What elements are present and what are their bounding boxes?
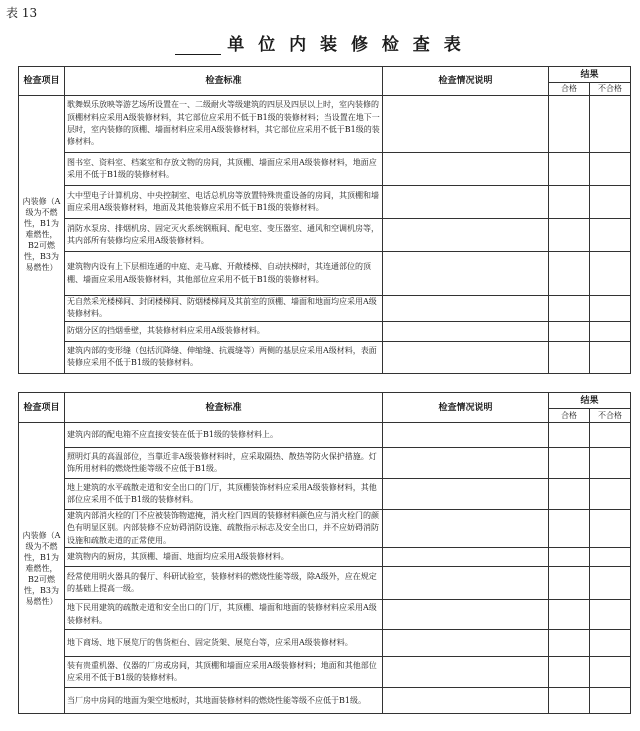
header-result: 结果: [549, 393, 631, 409]
title-text: 单 位 内 装 修 检 查 表: [227, 35, 465, 55]
header-item: 检查项目: [19, 393, 65, 423]
table-row: [19, 600, 631, 630]
fail-cell[interactable]: [590, 448, 631, 479]
pass-cell[interactable]: [549, 96, 590, 153]
pass-cell[interactable]: [549, 479, 590, 510]
description-cell[interactable]: [383, 296, 549, 322]
criterion-text: 建筑物内的厨房，其顶棚、墙面、地面均应采用A级装修材料。: [65, 548, 383, 567]
pass-cell[interactable]: [549, 688, 590, 714]
criterion-text: 歌舞娱乐放映等游艺场所设置在一、二级耐火等级建筑的四层及四层以上时，室内装修的顶棚材料应采用A级装修材料，其它部位应采用不低于B1级的装修材料；当设置在地下一层时，室内装修的顶棚、墙面材料应采用A级装修材料，其它部位应采用不低于B1级的装修材料。: [65, 96, 383, 153]
header-item: 检查项目: [19, 67, 65, 96]
table-row: [19, 186, 631, 219]
description-cell[interactable]: [383, 600, 549, 630]
header-pass: 合格: [549, 409, 590, 423]
fail-cell[interactable]: [590, 567, 631, 600]
description-cell[interactable]: [383, 219, 549, 252]
table-row: [19, 321, 631, 341]
table-row: [19, 548, 631, 567]
criterion-text: 建筑内部的变形缝（包括沉降缝、伸缩缝、抗震缝等）两侧的基层应采用A级材料，表面装修应采用不低于B1级的装修材料。: [65, 341, 383, 373]
fail-cell[interactable]: [590, 321, 631, 341]
description-cell[interactable]: [383, 341, 549, 373]
description-cell[interactable]: [383, 548, 549, 567]
table-row: [19, 688, 631, 714]
criterion-text: 无自然采光楼梯间、封闭楼梯间、防烟楼梯间及其前室的顶棚、墙面和地面均应采用A级装修材料。: [65, 296, 383, 322]
pass-cell[interactable]: [549, 448, 590, 479]
table-row: [19, 252, 631, 296]
header-pass: 合格: [549, 83, 590, 96]
inspection-table-part-2: [18, 392, 631, 714]
criterion-text: 当厂房中房间的地面为架空地板时，其地面装修材料的燃烧性能等级不应低于B1级。: [65, 688, 383, 714]
fail-cell[interactable]: [590, 510, 631, 548]
description-cell[interactable]: [383, 423, 549, 448]
inspection-table-part-1: [18, 66, 631, 374]
pass-cell[interactable]: [549, 296, 590, 322]
criterion-text: 经常使用明火器具的餐厅、科研试验室，装修材料的燃烧性能等级，除A级外，应在规定的基础上提高一级。: [65, 567, 383, 600]
criterion-text: 建筑内部消火栓的门不应被装饰物遮掩，消火栓门四周的装修材料颜色应与消火栓门的颜色有明显区别。内部装修不应妨碍消防设施、疏散指示标志及安全出口，并不应妨碍消防设施和疏散走道的正常使用。: [65, 510, 383, 548]
description-cell[interactable]: [383, 153, 549, 186]
table-row: [19, 657, 631, 688]
description-cell[interactable]: [383, 567, 549, 600]
criterion-text: 建筑内部的配电箱不应直接安装在低于B1级的装修材料上。: [65, 423, 383, 448]
pass-cell[interactable]: [549, 423, 590, 448]
fail-cell[interactable]: [590, 688, 631, 714]
description-cell[interactable]: [383, 479, 549, 510]
fail-cell[interactable]: [590, 96, 631, 153]
table-row: [19, 567, 631, 600]
pass-cell[interactable]: [549, 657, 590, 688]
header-description: 检查情况说明: [383, 393, 549, 423]
fail-cell[interactable]: [590, 153, 631, 186]
table-row: [19, 630, 631, 657]
criterion-text: 防烟分区的挡烟垂壁，其装修材料应采用A级装修材料。: [65, 321, 383, 341]
table-row: [19, 96, 631, 153]
criterion-text: 建筑物内设有上下层相连通的中庭、走马廊、开敞楼梯、自动扶梯时，其连通部位的顶棚、墙面应采用A级装修材料，其他部位应采用不低于B1级的装修材料。: [65, 252, 383, 296]
description-cell[interactable]: [383, 186, 549, 219]
unit-name-blank[interactable]: [175, 36, 221, 55]
table-row: [19, 479, 631, 510]
criterion-text: 地下商场、地下展览厅的售货柜台、固定货架、展览台等，应采用A级装修材料。: [65, 630, 383, 657]
pass-cell[interactable]: [549, 252, 590, 296]
category-cell: 内装修（A级为不燃性，B1为难燃性，B2可燃性，B3为易燃性）: [19, 423, 65, 714]
fail-cell[interactable]: [590, 219, 631, 252]
pass-cell[interactable]: [549, 341, 590, 373]
table-row: [19, 296, 631, 322]
criterion-text: 地下民用建筑的疏散走道和安全出口的门厅，其顶棚、墙面和地面的装修材料应采用A级装修材料。: [65, 600, 383, 630]
criterion-text: 图书室、资料室、档案室和存放文物的房间，其顶棚、墙面应采用A级装修材料，地面应采用不低于B1级的装修材料。: [65, 153, 383, 186]
fail-cell[interactable]: [590, 252, 631, 296]
fail-cell[interactable]: [590, 479, 631, 510]
table-row: [19, 510, 631, 548]
pass-cell[interactable]: [549, 219, 590, 252]
fail-cell[interactable]: [590, 186, 631, 219]
fail-cell[interactable]: [590, 657, 631, 688]
criterion-text: 消防水泵房、排烟机房、固定灭火系统钢瓶间、配电室、变压器室、通风和空调机房等，其内部所有装修均应采用A级装修材料。: [65, 219, 383, 252]
description-cell[interactable]: [383, 510, 549, 548]
table-number: 表 13: [6, 6, 38, 20]
criterion-text: 地上建筑的水平疏散走道和安全出口的门厅，其顶棚装饰材料应采用A级装修材料，其他部位应采用不低于B1级的装修材料。: [65, 479, 383, 510]
criterion-text: 装有贵重机器、仪器的厂房或房间，其顶棚和墙面应采用A级装修材料；地面和其他部位应采用不低于B1级的装修材料。: [65, 657, 383, 688]
pass-cell[interactable]: [549, 153, 590, 186]
table-row: [19, 423, 631, 448]
category-cell: 内装修（A级为不燃性，B1为难燃性，B2可燃性，B3为易燃性）: [19, 96, 65, 374]
description-cell[interactable]: [383, 688, 549, 714]
header-result: 结果: [549, 67, 631, 83]
fail-cell[interactable]: [590, 341, 631, 373]
pass-cell[interactable]: [549, 321, 590, 341]
table-row: [19, 448, 631, 479]
pass-cell[interactable]: [549, 567, 590, 600]
description-cell[interactable]: [383, 630, 549, 657]
pass-cell[interactable]: [549, 510, 590, 548]
criterion-text: 照明灯具的高温部位，当靠近非A级装修材料时，应采取隔热、散热等防火保护措施。灯饰所用材料的燃烧性能等级不应低于B1级。: [65, 448, 383, 479]
header-fail: 不合格: [590, 83, 631, 96]
table-row: [19, 219, 631, 252]
description-cell[interactable]: [383, 321, 549, 341]
fail-cell[interactable]: [590, 600, 631, 630]
pass-cell[interactable]: [549, 186, 590, 219]
description-cell[interactable]: [383, 96, 549, 153]
description-cell[interactable]: [383, 252, 549, 296]
page-title: [0, 30, 640, 55]
description-cell[interactable]: [383, 657, 549, 688]
pass-cell[interactable]: [549, 630, 590, 657]
fail-cell[interactable]: [590, 630, 631, 657]
header-fail: 不合格: [590, 409, 631, 423]
table-row: [19, 153, 631, 186]
criterion-text: 大中型电子计算机房、中央控制室、电话总机房等放置特殊贵重设备的房间，其顶棚和墙面应采用A级装修材料，地面及其他装修应采用不低于B1级的装修材料。: [65, 186, 383, 219]
fail-cell[interactable]: [590, 548, 631, 567]
table-row: [19, 341, 631, 373]
description-cell[interactable]: [383, 448, 549, 479]
header-description: 检查情况说明: [383, 67, 549, 96]
header-standard: 检查标准: [65, 67, 383, 96]
fail-cell[interactable]: [590, 296, 631, 322]
pass-cell[interactable]: [549, 600, 590, 630]
header-standard: 检查标准: [65, 393, 383, 423]
fail-cell[interactable]: [590, 423, 631, 448]
pass-cell[interactable]: [549, 548, 590, 567]
